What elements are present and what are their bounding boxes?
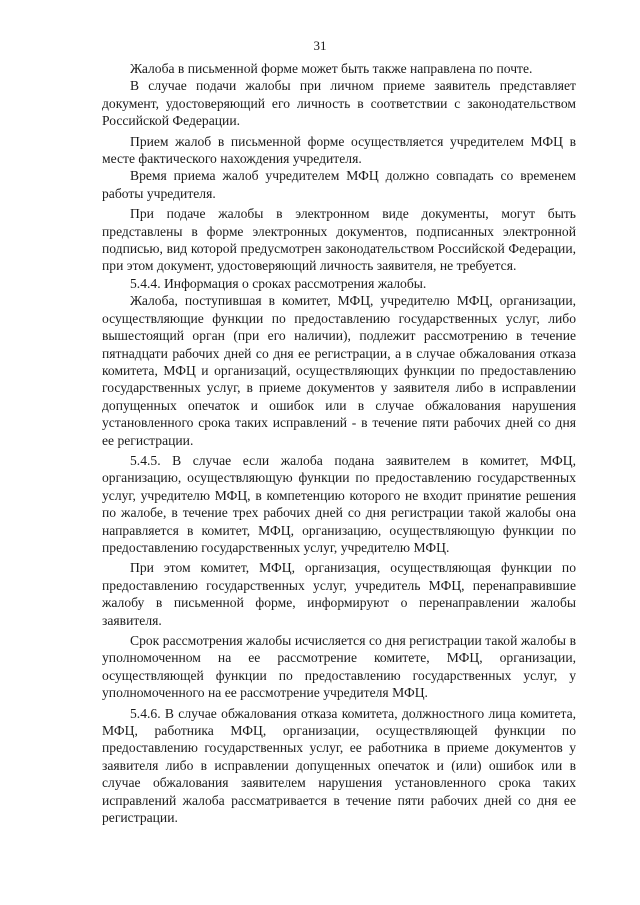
paragraph: Срок рассмотрения жалобы исчисляется со дня регистрации такой жалобы в уполномоченном на ее рассмотрение комитете, МФЦ, организации, осуществляющей функции по предоставлению государственных услуг, у уполномоченного на ее рассмотрение учредителя МФЦ. [102, 633, 576, 701]
paragraph: 5.4.6. В случае обжалования отказа комитета, должностного лица комитета, МФЦ, работника МФЦ, организации, осуществляющей функции по предоставлению государственных услуг, ее работника в приеме документов у заявителя либо в исправлении допущенных опечаток и (или) ошибок или в случае обжалования заявителем нарушения установленного срока таких исправлений жалоба рассматривается в течение пяти рабочих дней со дня ее регистрации. [102, 705, 576, 826]
paragraph: В случае подачи жалобы при личном приеме заявитель представляет документ, удостоверяющий его личность в соответствии с законодательством Российской Федерации. [102, 78, 576, 129]
section-heading: 5.4.4. Информация о сроках рассмотрения жалобы. [130, 275, 427, 291]
paragraph: Время приема жалоб учредителем МФЦ должно совпадать со временем работы учредителя. [102, 168, 576, 201]
paragraph: При подаче жалобы в электронном виде документы, могут быть представлены в форме электронных документов, подписанных электронной подписью, вид которой предусмотрен законодательством Российской Федерации, при этом документ, удостоверяющий личность заявителя, не требуется. [102, 206, 576, 274]
document-body [102, 60, 576, 826]
paragraph: Жалоба, поступившая в комитет, МФЦ, учредителю МФЦ, организации, осуществляющие функции по предоставлению государственных услуг, либо вышестоящий орган (при его наличии), подлежит рассмотрению в течение пятнадцати рабочих дней со дня ее регистрации, а в случае обжалования отказа комитета, МФЦ и организаций, осуществляющих функции по предоставлению государственных услуг, в приеме документов у заявителя либо в исправлении допущенных опечаток и ошибок или в случае обжалования нарушения установленного срока таких исправлений - в течение пяти рабочих дней со дня ее регистрации. [102, 293, 576, 448]
page-number: 31 [313, 38, 327, 53]
paragraph: При этом комитет, МФЦ, организация, осуществляющая функции по предоставлению государственных услуг, учредитель МФЦ, перенаправившие жалобу в письменной форме, информируют о перенаправлении жалобы заявителя. [102, 560, 576, 628]
paragraph: Жалоба в письменной форме может быть также направлена по почте. [130, 61, 533, 76]
paragraph: 5.4.5. В случае если жалоба подана заявителем в комитет, МФЦ, организацию, осуществляющую функции по предоставлению государственных услуг, учредителю МФЦ, в компетенцию которого не входит принятие решения по жалобе, в течение трех рабочих дней со дня регистрации такой жалобы она направляется в комитет, МФЦ, организацию, осуществляющую функции по предоставлению государственных услуг, учредителю МФЦ. [102, 452, 576, 555]
paragraph: Прием жалоб в письменной форме осуществляется учредителем МФЦ в месте фактического нахождения учредителя. [102, 133, 576, 167]
